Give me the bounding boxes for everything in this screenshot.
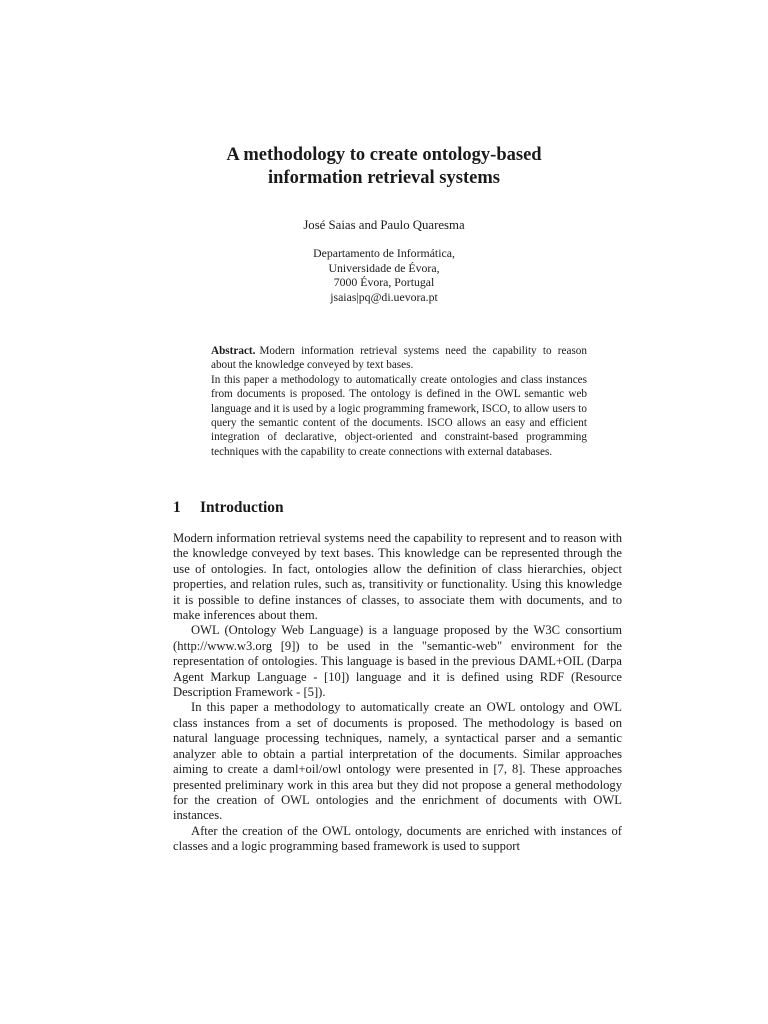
section-body bbox=[173, 531, 622, 855]
abstract-paragraph bbox=[211, 344, 587, 373]
author-email: jsaias|pq@di.uevora.pt bbox=[330, 289, 438, 304]
section-number: 1 bbox=[173, 499, 181, 516]
abstract bbox=[211, 344, 587, 459]
abstract-text: Modern information retrieval systems need the capability to reason about the knowledge conveyed by text bases. bbox=[211, 345, 587, 372]
title-line: information retrieval systems bbox=[268, 168, 500, 188]
affiliation bbox=[120, 246, 648, 304]
body-paragraph: In this paper a methodology to automatically create an OWL ontology and OWL class instances from a set of documents is proposed. The methodology is based on natural language processing techniques, namely, a syntactical parser and a semantic analyzer able to obtain a partial interpretation of the documents. Similar approaches aiming to create a daml+oil/owl ontology were presented in [7, 8]. These approaches presented preliminary work in this area but they did not propose a general methodology for the creation of OWL ontologies and the enrichment of documents with OWL instances. bbox=[173, 700, 622, 823]
title-line: A methodology to create ontology-based bbox=[226, 145, 542, 165]
affiliation-line: Departamento de Informática, bbox=[313, 246, 455, 260]
abstract-label: Abstract. bbox=[211, 345, 256, 357]
body-paragraph: After the creation of the OWL ontology, documents are enriched with instances of classes and a logic programming based framework is used to support bbox=[173, 823, 622, 854]
section-title: Introduction bbox=[200, 499, 284, 516]
section-heading bbox=[173, 498, 284, 518]
abstract-paragraph: In this paper a methodology to automatically create ontologies and class instances from documents is proposed. The ontology is defined in the OWL semantic web language and it is used by a logic programming framework, ISCO, to allow users to query the semantic content of the documents. ISCO allows an easy and efficient integration of declarative, object-oriented and constraint-based programming techniques with the capability to create connections with external databases. bbox=[211, 373, 587, 458]
body-paragraph: OWL (Ontology Web Language) is a language proposed by the W3C consortium (http://www.w3.org [9]) to be used in the "semantic-web" environment for the representation of ontologies. This language is based in the previous DAML+OIL (Darpa Agent Markup Language - [10]) language and it is defined using RDF (Resource Description Framework - [5]). bbox=[173, 623, 622, 700]
body-paragraph: Modern information retrieval systems need the capability to represent and to reason with the knowledge conveyed by text bases. This knowledge can be represented through the use of ontologies. In fact, ontologies allow the definition of class hierarchies, object properties, and relation rules, such as, transitivity or functionality. Using this knowledge it is possible to define instances of classes, to associate them with documents, and to make inferences about them. bbox=[173, 531, 622, 623]
affiliation-line: 7000 Évora, Portugal bbox=[333, 275, 435, 290]
authors: José Saias and Paulo Quaresma bbox=[303, 218, 465, 232]
affiliation-line: Universidade de Évora, bbox=[328, 260, 440, 275]
paper-title bbox=[120, 144, 648, 190]
